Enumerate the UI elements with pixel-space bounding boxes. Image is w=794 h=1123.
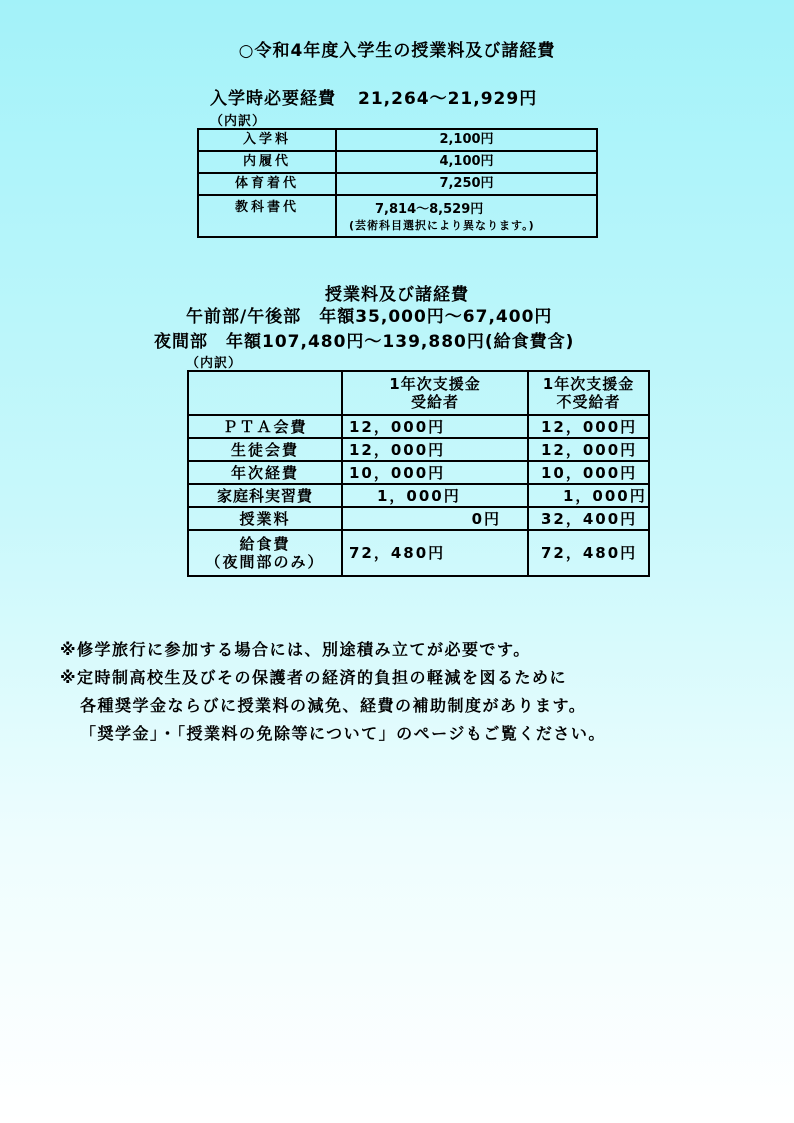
table-row	[198, 195, 597, 237]
row-label: 授業料	[188, 507, 342, 530]
table-row	[198, 151, 597, 173]
tuition-heading: 授業料及び諸経費	[325, 285, 469, 305]
row-label: 入学料	[198, 129, 336, 151]
non-recipient-value: 12，000円	[528, 415, 649, 438]
table-header-row	[188, 371, 649, 415]
table-row	[188, 484, 649, 507]
entry-cost-heading	[210, 84, 537, 109]
recipient-value: 0円	[342, 507, 528, 530]
note-line: 各種奨学金ならびに授業料の減免、経費の補助制度があります。	[80, 696, 587, 715]
non-recipient-value: 32，400円	[528, 507, 649, 530]
row-value: 7,250円	[336, 173, 597, 195]
row-label: 教科書代	[198, 195, 336, 237]
table-row	[198, 173, 597, 195]
non-recipient-value: 12，000円	[528, 438, 649, 461]
row-value	[336, 195, 597, 237]
row-label: ＰＴＡ会費	[188, 415, 342, 438]
row-label: 生徒会費	[188, 438, 342, 461]
fees-table	[187, 370, 650, 577]
entry-breakdown-label: （内訳）	[210, 114, 267, 129]
row-label: 家庭科実習費	[188, 484, 342, 507]
notes-block	[60, 636, 606, 748]
night-course-fee-line: 夜間部 年額107,480円～139,880円(給食費含)	[154, 332, 575, 352]
books-value: 7,814～8,529円	[375, 201, 484, 217]
column-header: 1年次支援金 不受給者	[528, 371, 649, 415]
entry-cost-label: 入学時必要経費	[210, 89, 336, 109]
row-label: 内履代	[198, 151, 336, 173]
non-recipient-value: 10，000円	[528, 461, 649, 484]
column-header	[188, 371, 342, 415]
recipient-value: 12，000円	[342, 438, 528, 461]
table-row	[188, 461, 649, 484]
table-row	[188, 507, 649, 530]
non-recipient-value: 1，000円	[528, 484, 649, 507]
table-row	[188, 438, 649, 461]
note-line: ※定時制高校生及びその保護者の経済的負担の軽減を図るために	[60, 668, 568, 687]
note-line: ※修学旅行に参加する場合には、別途積み立てが必要です。	[60, 640, 531, 659]
row-label: 年次経費	[188, 461, 342, 484]
entry-cost-table	[197, 128, 598, 238]
page-title: ○令和4年度入学生の授業料及び諸経費	[238, 41, 556, 61]
recipient-value: 1，000円	[342, 484, 528, 507]
note-line: 「奨学金」・「授業料の免除等について」のページもご覧ください。	[80, 724, 606, 743]
non-recipient-value: 72，480円	[528, 530, 649, 576]
recipient-value: 10，000円	[342, 461, 528, 484]
row-value: 2,100円	[336, 129, 597, 151]
row-label: 給食費 （夜間部のみ）	[188, 530, 342, 576]
books-note: (芸術科目選択により異なります。)	[349, 219, 535, 233]
day-course-fee-line: 午前部/午後部 年額35,000円～67,400円	[186, 307, 553, 327]
table-row	[198, 129, 597, 151]
column-header: 1年次支援金 受給者	[342, 371, 528, 415]
table-row	[188, 415, 649, 438]
row-label: 体育着代	[198, 173, 336, 195]
fees-breakdown-label: （内訳）	[186, 356, 243, 371]
table-row	[188, 530, 649, 576]
entry-cost-amount: 21,264～21,929円	[358, 89, 538, 109]
recipient-value: 72，480円	[342, 530, 528, 576]
recipient-value: 12，000円	[342, 415, 528, 438]
row-value: 4,100円	[336, 151, 597, 173]
